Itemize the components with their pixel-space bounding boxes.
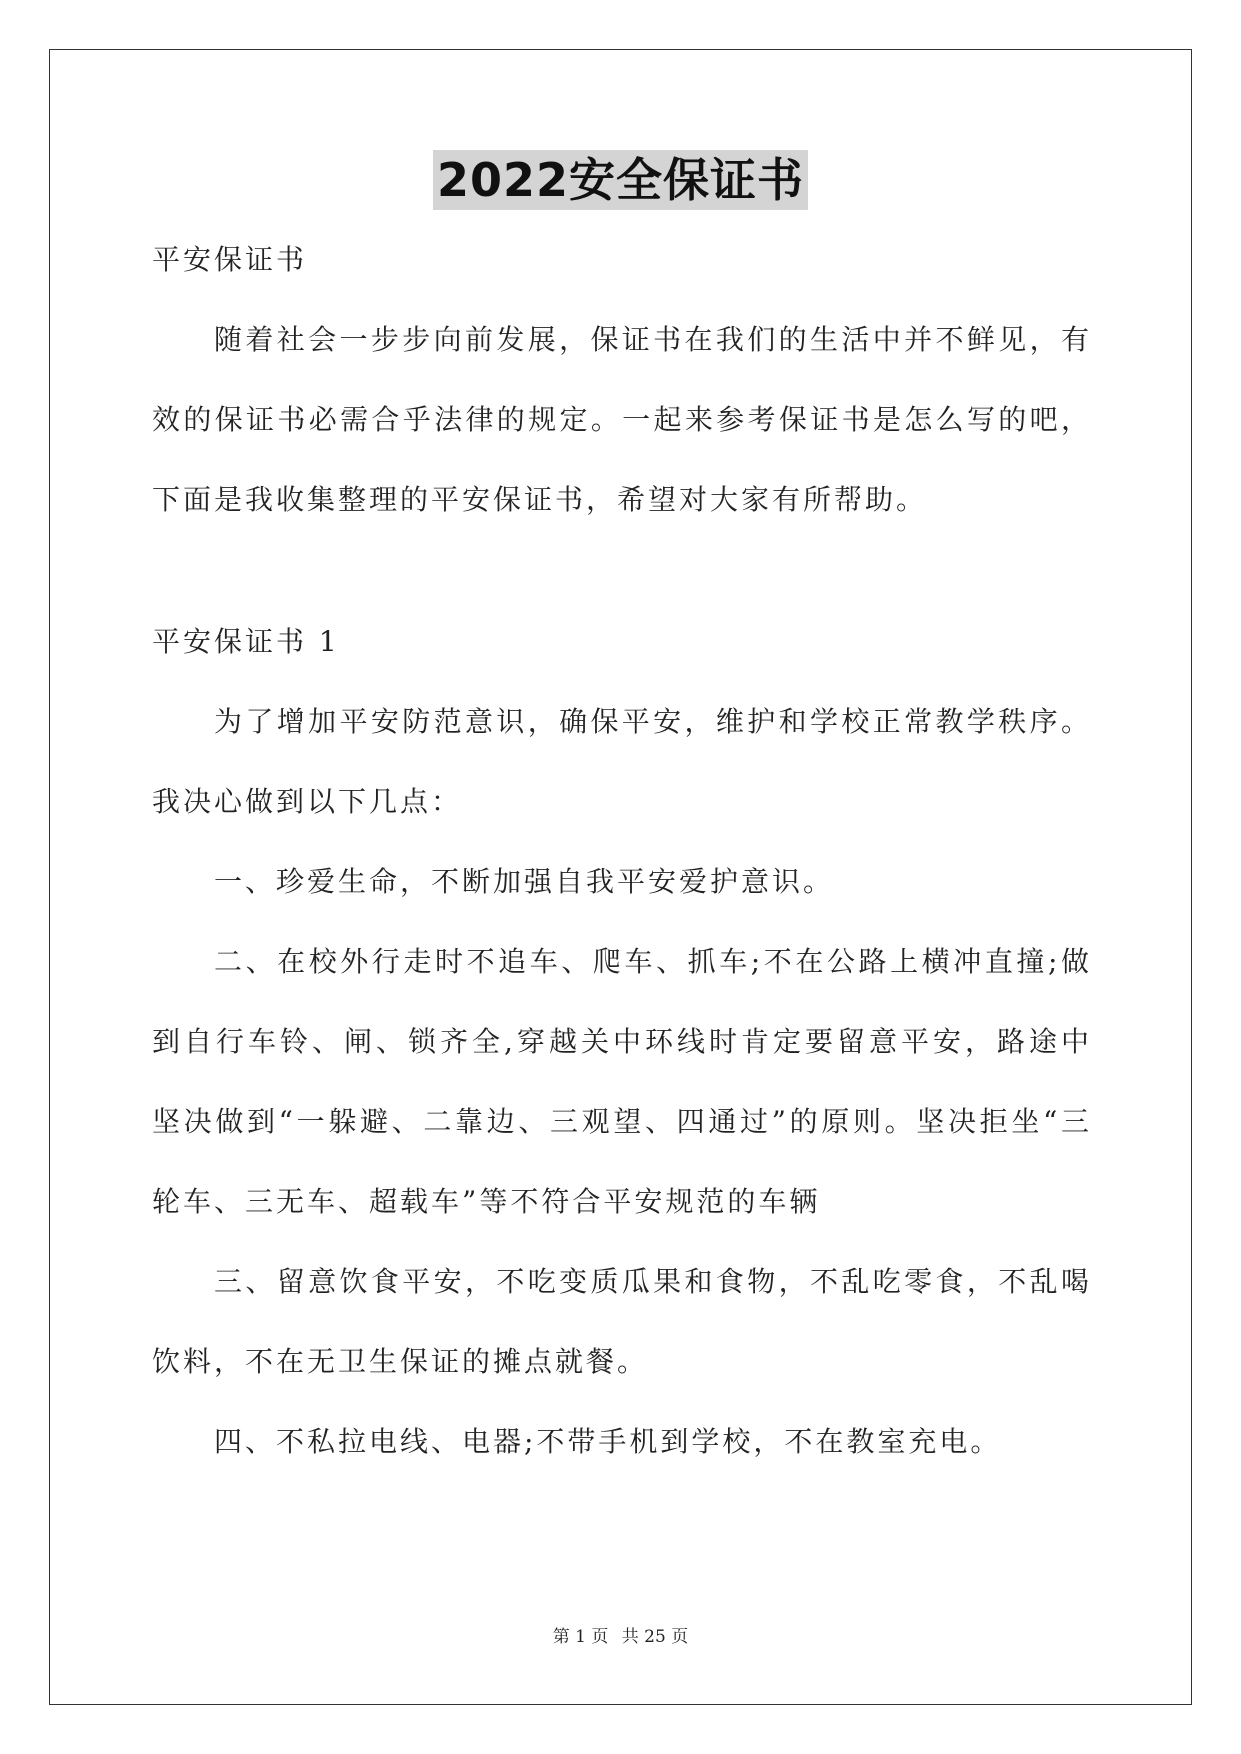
document-title: 2022安全保证书 [433,150,808,210]
body-paragraph: 二、在校外行走时不追车、爬车、抓车;不在公路上横冲直撞;做到自行车铃、闸、锁齐全,穿越关中环线时肯定要留意平安，路途中坚决做到“一躲避、二靠边、三观望、四通过”的原则。坚决拒坐“三轮车、三无车、超载车”等不符合平安规范的车辆 [152,945,1092,1218]
body-paragraph: 一、珍爱生命，不断加强自我平安爱护意识。 [214,865,835,898]
section-heading-2: 平安保证书 1 [152,625,340,658]
intro-paragraph: 随着社会一步步向前发展，保证书在我们的生活中并不鲜见，有效的保证书必需合乎法律的规定。一起来参考保证书是怎么写的吧，下面是我收集整理的平安保证书，希望对大家有所帮助。 [152,323,1092,516]
page-footer [0,1622,1241,1647]
title-container [0,150,1241,210]
page-total: 共 25 页 [621,1627,689,1647]
document-body [152,230,1092,1482]
body-paragraph: 三、留意饮食平安，不吃变质瓜果和食物，不乱吃零食，不乱喝饮料，不在无卫生保证的摊点就餐。 [152,1265,1092,1378]
section-heading-1: 平安保证书 [152,243,308,276]
page-number: 第 1 页 [552,1627,609,1647]
body-paragraph: 四、不私拉电线、电器;不带手机到学校，不在教室充电。 [214,1425,1002,1458]
body-paragraph: 为了增加平安防范意识，确保平安，维护和学校正常教学秩序。我决心做到以下几点： [152,705,1092,818]
